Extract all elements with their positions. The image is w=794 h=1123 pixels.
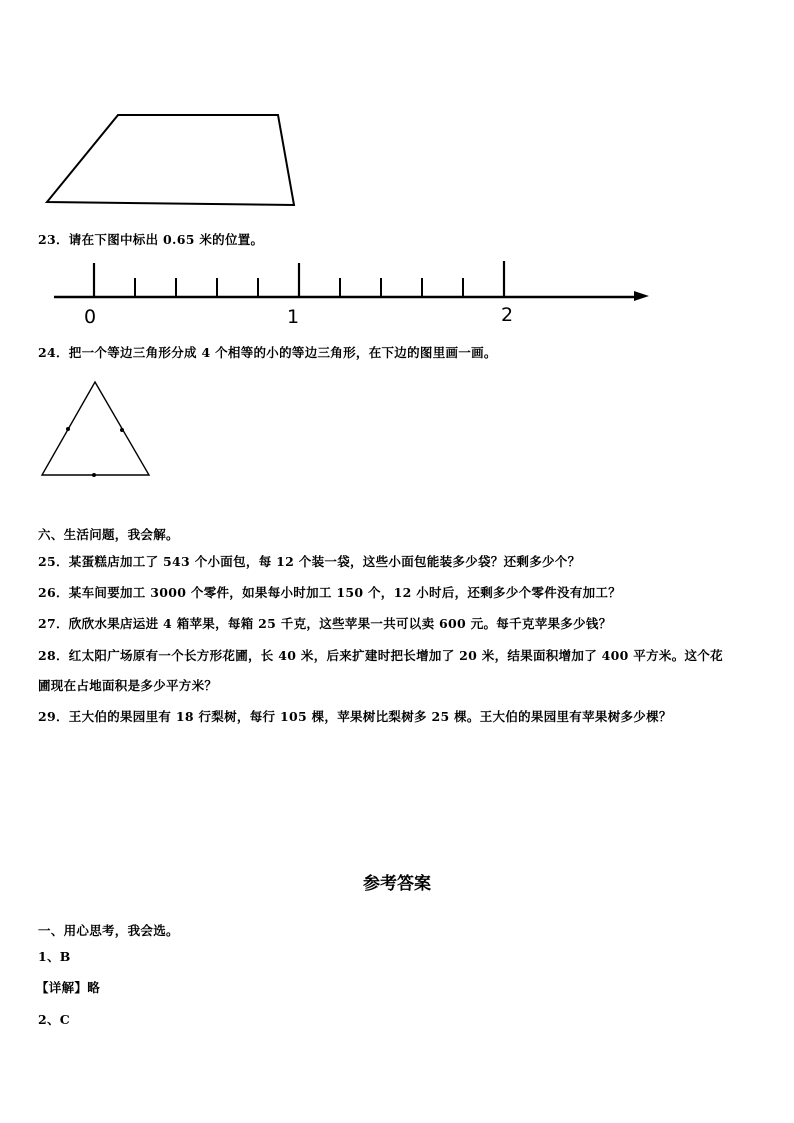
arrow-head-icon (634, 291, 649, 301)
question-26: 26．某车间要加工 3000 个零件，如果每小时加工 150 个，12 小时后，还剩多少个零件没有加工？ (38, 585, 622, 600)
midpoint-dot-bottom (92, 473, 96, 477)
question-24: 24．把一个等边三角形分成 4 个相等的小的等边三角形，在下边的图里画一画。 (38, 345, 497, 360)
number-line-label-2: 2 (501, 304, 514, 326)
answers-section-1: 一、用心思考，我会选。 (38, 923, 179, 938)
midpoint-dot-right (120, 428, 124, 432)
question-29: 29．王大伯的果园里有 18 行梨树，每行 105 棵，苹果树比梨树多 25 棵。王大伯的果园里有苹果树多少棵？ (38, 709, 672, 724)
question-28-line2: 圃现在占地面积是多少平方米？ (38, 678, 218, 693)
number-line-label-1: 1 (287, 306, 300, 328)
number-line (50, 258, 660, 302)
question-25: 25．某蛋糕店加工了 543 个小面包，每 12 个装一袋，这些小面包能装多少袋？还剩多少个？ (38, 554, 581, 569)
triangle-figure (38, 378, 154, 480)
question-23: 23．请在下图中标出 0.65 米的位置。 (38, 232, 264, 247)
answers-title: 参考答案 (363, 874, 431, 894)
trapezoid-figure (40, 108, 304, 212)
answer-2: 2、C (38, 1012, 71, 1027)
section-6-heading: 六、生活问题，我会解。 (38, 527, 179, 542)
question-27: 27．欣欣水果店运进 4 箱苹果，每箱 25 千克，这些苹果一共可以卖 600 元。每千克苹果多少钱？ (38, 616, 612, 631)
number-line-label-0: 0 (84, 306, 97, 328)
answer-1: 1、B (38, 949, 71, 964)
midpoint-dot-left (66, 427, 70, 431)
answer-1-detail: 【详解】略 (36, 980, 101, 995)
question-28-line1: 28．红太阳广场原有一个长方形花圃，长 40 米，后来扩建时把长增加了 20 米，结果面积增加了 400 平方米。这个花 (38, 648, 723, 663)
